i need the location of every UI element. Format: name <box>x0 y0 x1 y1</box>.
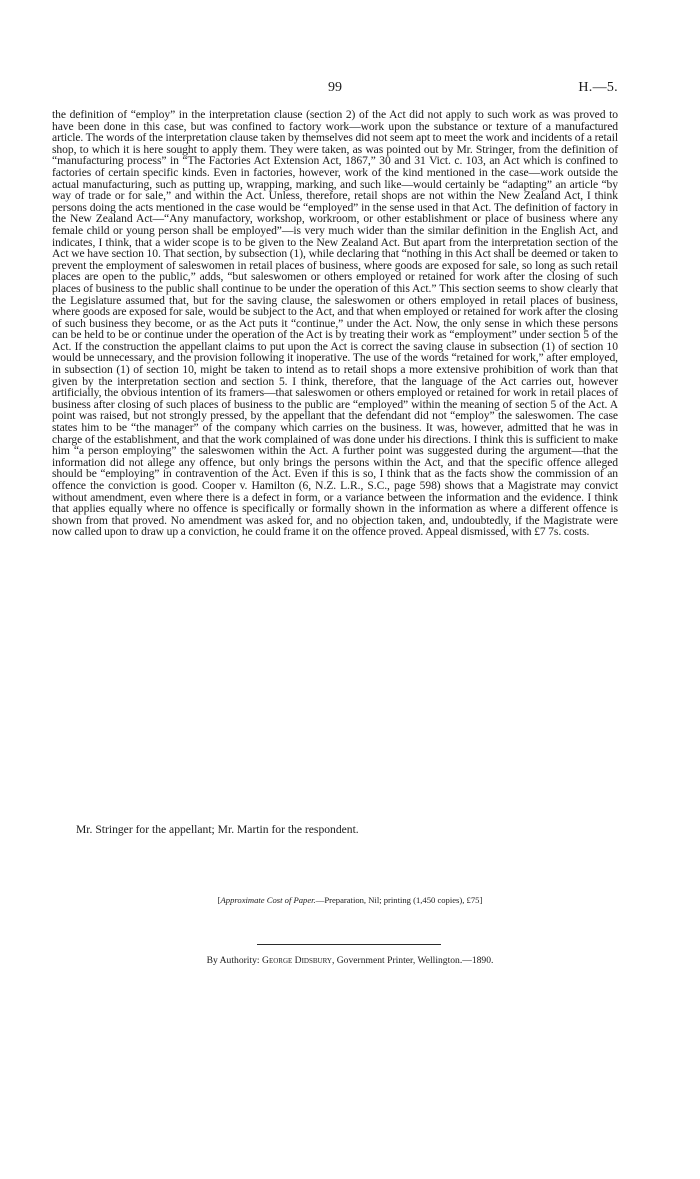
cost-label: Approximate Cost of Paper. <box>220 895 316 905</box>
page-number: 99 <box>328 80 342 95</box>
counsel-line: Mr. Stringer for the appellant; Mr. Martin for the respondent. <box>76 823 359 836</box>
paper-reference: H.—5. <box>578 80 618 95</box>
authority-suffix: , Government Printer, Wellington.—1890. <box>331 955 494 966</box>
printer-imprint <box>0 955 700 967</box>
cost-of-paper-note <box>0 895 700 905</box>
judgment-body <box>52 109 618 538</box>
cost-detail: —Preparation, Nil; printing (1,450 copies), £75] <box>315 895 483 905</box>
printer-name: George Didsbury <box>262 955 332 966</box>
judgment-paragraph: the definition of “employ” in the interpretation clause (section 2) of the Act did not apply to such work as was proved to have been done in this case, but was confined to factory work—work upon the substance or texture of a manufactured article. The words of the interpretation clause taken by themselves did not seem apt to meet the work and incidents of a retail shop, to which it is here sought to apply them. They were taken, as was pointed out by Mr. Stringer, from the definition of “manufacturing process” in “The Factories Act Extension Act, 1867,” 30 and 31 Vict. c. 103, an Act which is confined to factories of certain specific kinds. Even in factories, however, work of the kind mentioned in the case—work outside the actual manufacturing, such as putting up, wrapping, marking, and such like—would certainly be “adapting” an article “by way of trade or for sale,” and within the Act. Unless, therefore, retail shops are not within the New Zealand Act, I think persons doing the acts mentioned in the case would be “employed” in the sense used in that Act. The definition of factory in the New Zealand Act—“Any manufactory, workshop, workroom, or other establishment or place of business where any female child or young person shall be employed”—is very much wider than the similar definition in the English Act, and indicates, I think, that a wider scope is to be given to the New Zealand Act. But apart from the interpretation section of the Act we have section 10. That section, by subsection (1), while declaring that “nothing in this Act shall be deemed or taken to prevent the employment of saleswomen in retail places of business, where goods are exposed for sale, so long as such retail places are open to the public,” adds, “but saleswomen or others employed or retained for work after the closing of such places of business to the public shall continue to be under the operation of this Act.” This section seems to show clearly that the Legislature assumed that, but for the saving clause, the saleswomen or others employed in retail places of business, where goods are exposed for sale, would be subject to the Act, and that when employed or retained for work after the closing of such business they become, or as the Act puts it “continue,” under the Act. Now, the only sense in which these persons can be held to be or continue under the operation of the Act is by treating their work as “employment” under section 5 of the Act. If the construction the appellant claims to put upon the Act is correct the saving clause in subsection (1) of section 10 would be unnecessary, and the provision following it inoperative. The use of the words “retained for work,” after employed, in subsection (1) of section 10, might be taken to intend as to retail shops a more extensive prohibition of work than that given by the interpretation section and section 5. I think, therefore, that the language of the Act carries out, however artificially, the obvious intention of its framers—that saleswomen or others employed or retained for work in retail places of business after closing of such places of business to the public are “employed” within the meaning of section 5 of the Act. A point was raised, but not strongly pressed, by the appellant that the defendant did not “employ” the saleswomen. The case states him to be “the manager” of the company which carries on the business. It was, however, admitted that he was in charge of the establishment, and that the work complained of was done under his directions. I think this is sufficient to make him “a person employing” the saleswomen within the Act. A further point was suggested during the argument—that the information did not allege any offence, but only brings the persons within the Act, and that the specific offence alleged should be “employing” in contravention of the Act. Even if this is so, I think that as the facts show the commission of an offence the conviction is good. Cooper v. Hamilton (6, N.Z. L.R., S.C., page 598) shows that a Magistrate may convict without amendment, even where there is a defect in form, or a variance between the information and the evidence. I think that applies equally where no offence is specifically or formally shown in the information as where a different offence is shown from that proved. No amendment was asked for, and no objection taken, and, undoubtedly, if the Magistrate were now called upon to draw up a conviction, he could frame it on the offence proved. Appeal dismissed, with £7 7s. costs. <box>52 108 618 539</box>
cost-open-bracket: [ <box>217 895 221 905</box>
authority-prefix: By Authority: <box>206 955 260 966</box>
page-header <box>52 80 618 100</box>
footer-divider <box>257 944 441 945</box>
